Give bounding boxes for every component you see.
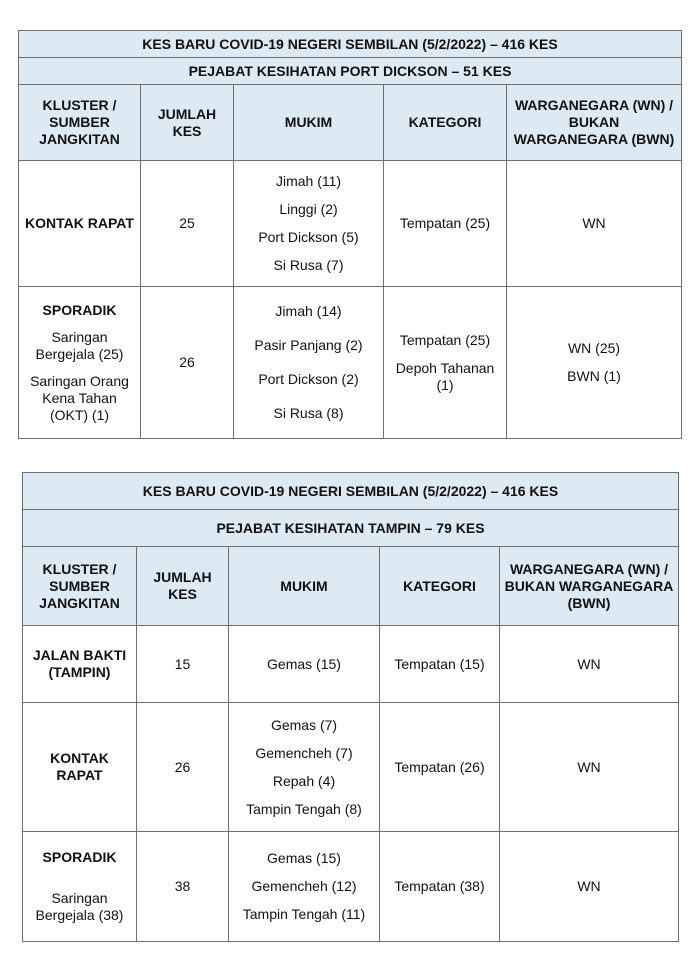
mukim-item: Pasir Panjang (2) (254, 337, 363, 353)
table-row (23, 626, 679, 703)
table-row (23, 703, 679, 832)
mukim-item: Repah (4) (272, 772, 336, 789)
source-cell: JALAN BAKTI (TAMPIN) (23, 626, 137, 703)
header-row (23, 547, 679, 626)
mukim-item: Si Rusa (7) (273, 257, 344, 273)
mukim-item: Gemas (7) (270, 716, 338, 733)
source-label: SPORADIK (42, 849, 117, 865)
mukim-item: Linggi (2) (279, 201, 338, 217)
category-cell: Tempatan (38) (380, 832, 500, 942)
mukim-cell (234, 287, 384, 439)
office-title: PEJABAT KESIHATAN TAMPIN – 79 KES (23, 510, 679, 547)
source-sub: Saringan Bergejala (38) (35, 890, 124, 923)
citizenship-item: WN (25) (567, 340, 621, 356)
table-row (19, 287, 682, 439)
mukim-item: Port Dickson (2) (258, 371, 359, 387)
cases-cell: 25 (141, 161, 234, 287)
header-source: KLUSTER / SUMBER JANGKITAN (19, 85, 141, 161)
cases-cell: 26 (141, 287, 234, 439)
mukim-item: Tampin Tengah (8) (246, 800, 362, 817)
category-cell: Tempatan (26) (380, 703, 500, 832)
header-mukim: MUKIM (229, 547, 380, 626)
port-dickson-case-table (18, 30, 682, 439)
mukim-cell (234, 161, 384, 287)
header-category: KATEGORI (384, 85, 507, 161)
mukim-item: Si Rusa (8) (273, 405, 344, 421)
header-citizenship: WARGANEGARA (WN) / BUKAN WARGANEGARA (BWN) (507, 85, 682, 161)
source-sub: Saringan Bergejala (25) (35, 328, 124, 362)
mukim-cell (229, 703, 380, 832)
header-row (19, 85, 682, 161)
citizenship-item: BWN (1) (567, 368, 621, 384)
header-cases: JUMLAH KES (137, 547, 229, 626)
cases-cell: 15 (137, 626, 229, 703)
category-cell: Tempatan (15) (380, 626, 500, 703)
table-title: KES BARU COVID-19 NEGERI SEMBILAN (5/2/2022) – 416 KES (19, 31, 682, 58)
cases-cell: 38 (137, 832, 229, 942)
cases-cell: 26 (137, 703, 229, 832)
mukim-cell: Gemas (15) (229, 626, 380, 703)
header-category: KATEGORI (380, 547, 500, 626)
mukim-item: Gemas (15) (267, 850, 341, 866)
citizenship-cell: WN (500, 832, 679, 942)
category-item: Tempatan (25) (399, 331, 491, 348)
mukim-item: Jimah (14) (275, 303, 342, 319)
office-title: PEJABAT KESIHATAN PORT DICKSON – 51 KES (19, 58, 682, 85)
header-citizenship: WARGANEGARA (WN) / BUKAN WARGANEGARA (BWN) (500, 547, 679, 626)
source-label: SPORADIK (42, 301, 117, 318)
mukim-item: Tampin Tengah (11) (242, 906, 366, 922)
header-source: KLUSTER / SUMBER JANGKITAN (23, 547, 137, 626)
mukim-item: Port Dickson (5) (258, 229, 359, 245)
source-cell (19, 287, 141, 439)
source-cell (23, 832, 137, 942)
header-mukim: MUKIM (234, 85, 384, 161)
mukim-item: Jimah (11) (275, 173, 342, 189)
citizenship-cell: WN (500, 626, 679, 703)
table-row (23, 832, 679, 942)
category-cell (384, 287, 507, 439)
citizenship-cell (507, 287, 682, 439)
source-cell: KONTAK RAPAT (19, 161, 141, 287)
source-sub: Saringan Orang Kena Tahan (OKT) (1) (30, 372, 129, 423)
mukim-cell (229, 832, 380, 942)
table-title: KES BARU COVID-19 NEGERI SEMBILAN (5/2/2022) – 416 KES (23, 473, 679, 510)
mukim-item: Gemencheh (12) (251, 878, 357, 894)
source-cell: KONTAK RAPAT (23, 703, 137, 832)
citizenship-cell: WN (507, 161, 682, 287)
category-cell: Tempatan (25) (384, 161, 507, 287)
header-cases: JUMLAH KES (141, 85, 234, 161)
table-row (19, 161, 682, 287)
mukim-item: Gemencheh (7) (255, 744, 353, 761)
citizenship-cell: WN (500, 703, 679, 832)
tampin-case-table (22, 472, 679, 942)
category-item: Depoh Tahanan (1) (395, 359, 495, 393)
